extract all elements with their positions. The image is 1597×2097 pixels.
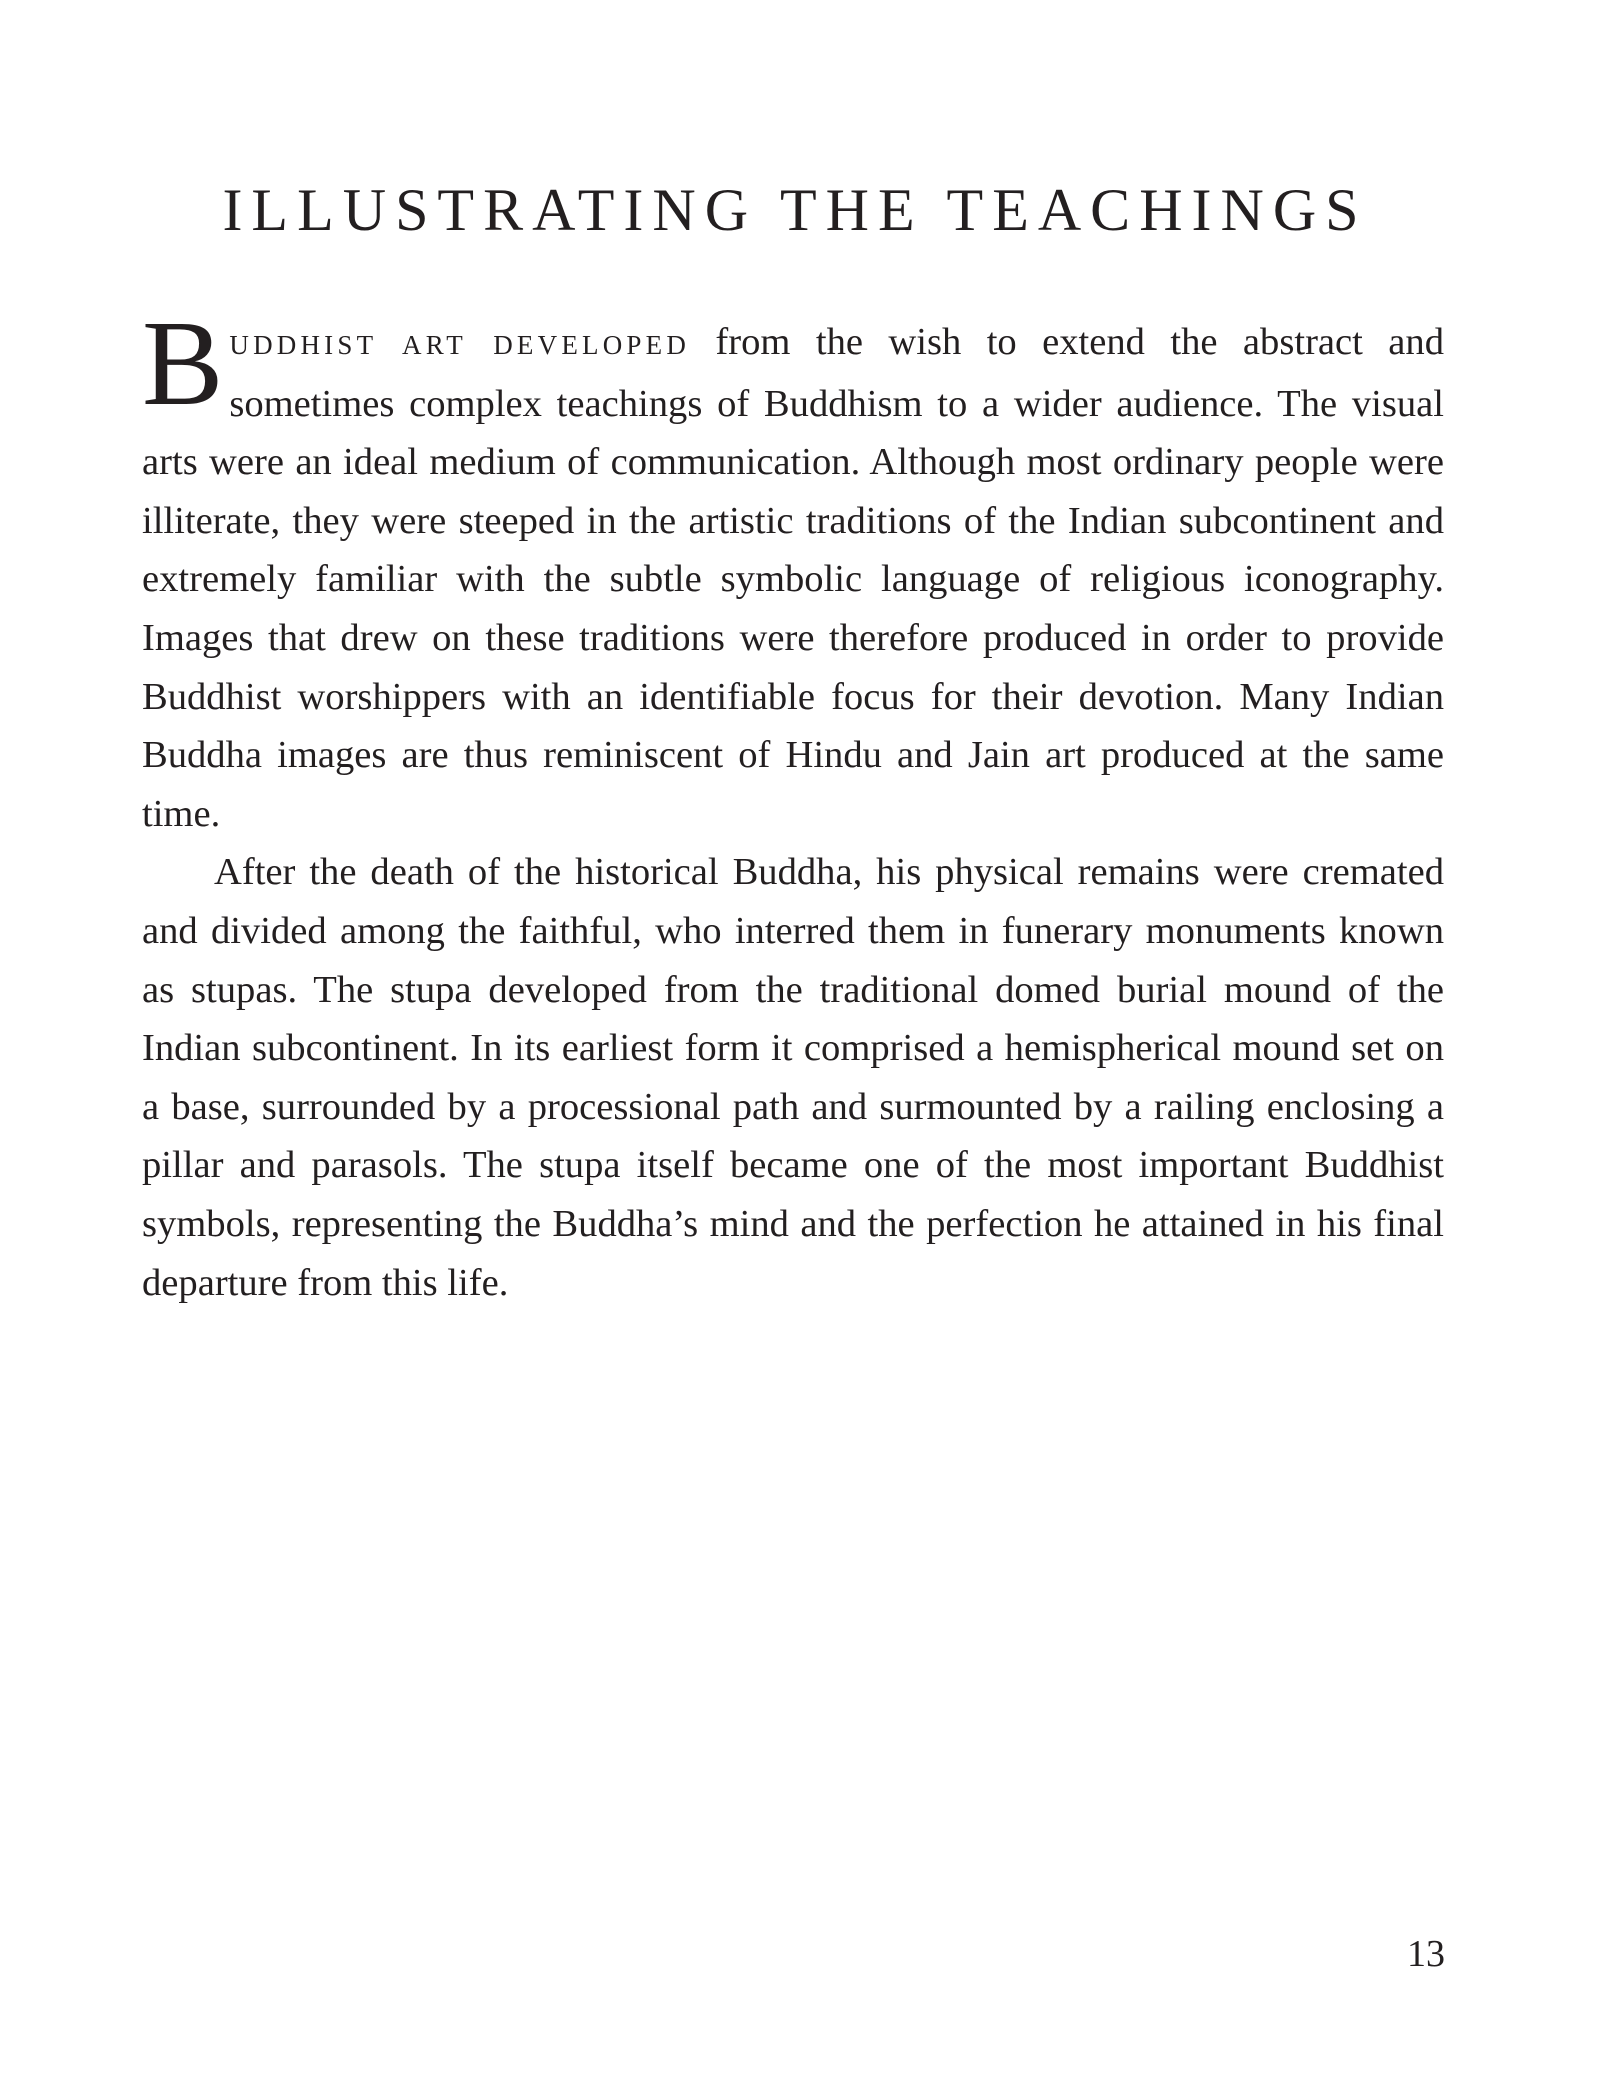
page-title: ILLUSTRATING THE TEACHINGS — [222, 177, 1368, 243]
paragraph-1-text: from the wish to extend the abstract and sometimes complex teachings of Buddhism to a wider audience. The visual arts were an ideal medium of communication. Although most ordinary people were illiterate, they were steeped in the artistic traditions of the Indian subcontinent and extremely familiar with the subtle symbolic language of religious iconography. Images that drew on these traditions were therefore produced in order to provide Buddhist worshippers with an identifiable focus for their devotion. Many Indian Buddha images are thus reminiscent of Hindu and Jain art produced at the same time. — [142, 321, 1444, 835]
page-number: 13 — [1407, 1933, 1445, 1975]
drop-cap: B — [142, 296, 224, 431]
paragraph-1 — [142, 296, 1444, 843]
body-text — [142, 296, 1444, 1312]
paragraph-2: After the death of the historical Buddha, his physical remains were cremated and divided among the faithful, who interred them in funerary monuments known as stupas. The stupa developed from the traditional domed burial mound of the Indian subcontinent. In its earliest form it comprised a hemispherical mound set on a base, surrounded by a processional path and surmounted by a railing enclosing a pillar and parasols. The stupa itself became one of the most important Buddhist symbols, representing the Buddha’s mind and the perfection he attained in his final departure from this life. — [142, 851, 1444, 1304]
small-caps-lead-in: UDDHIST ART DEVELOPED — [229, 330, 691, 360]
